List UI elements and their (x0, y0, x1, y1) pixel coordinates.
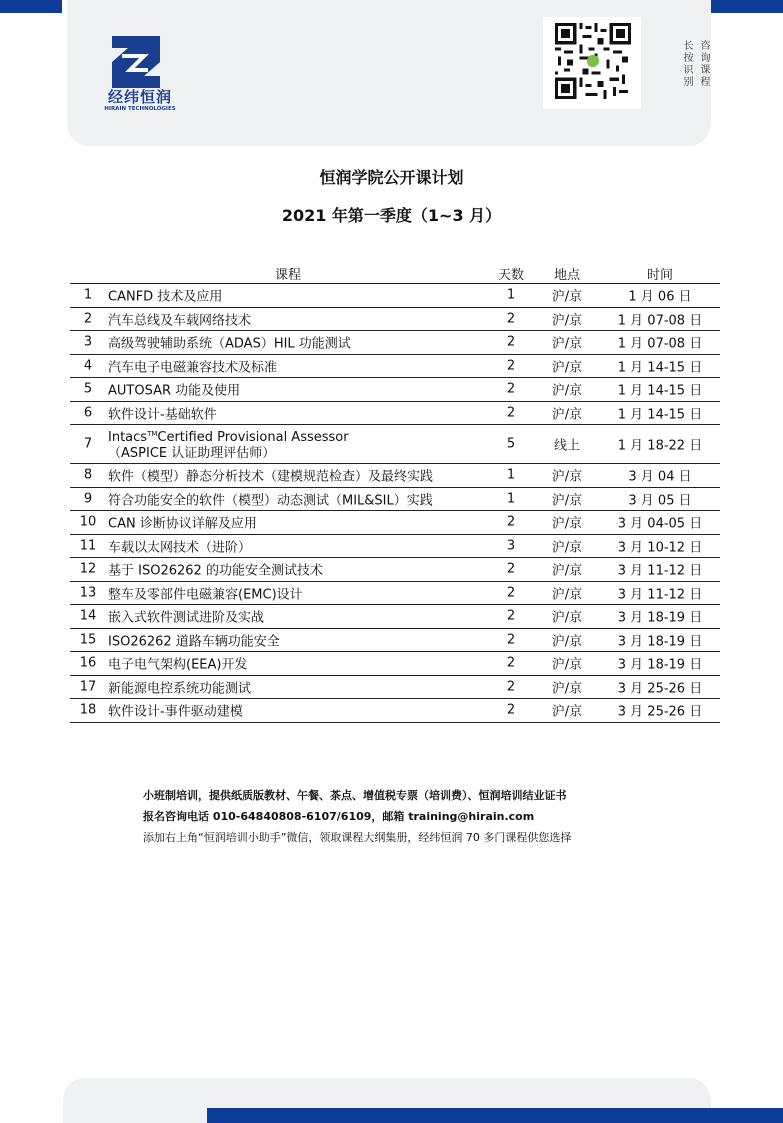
row-days: 5 (506, 436, 516, 452)
row-index: 16 (79, 655, 97, 671)
row-days: 2 (506, 585, 516, 601)
table-row (70, 308, 720, 332)
row-course: CANFD 技术及应用 (108, 289, 223, 305)
row-location: 沪/京 (551, 540, 583, 556)
row-days: 2 (506, 311, 516, 327)
row-location: 沪/京 (551, 469, 583, 485)
row-location: 沪/京 (551, 289, 583, 305)
row-course: 新能源电控系统功能测试 (108, 681, 252, 697)
logo-text-cn: 经纬恒润 (107, 88, 172, 106)
row-location: 沪/京 (551, 407, 583, 423)
course-line-2: （ASPICE 认证助理评估师） (108, 446, 276, 462)
row-index: 1 (83, 287, 93, 303)
table-row (70, 488, 720, 512)
row-location: 沪/京 (551, 336, 583, 352)
row-location: 沪/京 (551, 610, 583, 626)
row-time: 3 月 25-26 日 (617, 681, 703, 697)
table-row (70, 464, 720, 488)
table-row (70, 378, 720, 402)
row-time: 3 月 11-12 日 (617, 587, 703, 603)
header-course: 课程 (275, 268, 302, 283)
table-row (70, 402, 720, 426)
row-index: 4 (83, 358, 93, 374)
course-line-1b: Certified Provisional Assessor (157, 430, 349, 446)
row-course: 软件（模型）静态分析技术（建模规范检查）及最终实践 (108, 469, 434, 485)
row-course: 汽车总线及车载网络技术 (108, 313, 252, 329)
row-index: 6 (83, 405, 93, 421)
row-index: 12 (79, 561, 97, 577)
table-row (70, 535, 720, 559)
row-location: 沪/京 (551, 704, 583, 720)
table-row (70, 652, 720, 676)
row-course: 车载以太网技术（进阶） (108, 540, 252, 556)
row-days: 2 (506, 655, 516, 671)
table-row (70, 676, 720, 700)
row-course: 电子电气架构(EEA)开发 (108, 657, 248, 673)
footer-contact: 报名咨询电话 010-64840808-6107/6109，邮箱 training@hirain.com (143, 810, 535, 823)
row-days: 2 (506, 405, 516, 421)
header-time: 时间 (646, 268, 673, 283)
row-time: 1 月 06 日 (628, 289, 692, 305)
row-index: 13 (79, 585, 97, 601)
table-row (70, 355, 720, 379)
row-index: 14 (79, 608, 97, 624)
row-time: 3 月 04-05 日 (617, 516, 703, 532)
row-time: 3 月 05 日 (628, 493, 692, 509)
row-location: 沪/京 (551, 634, 583, 650)
row-days: 2 (506, 334, 516, 350)
row-time: 1 月 07-08 日 (617, 336, 703, 352)
row-index: 18 (79, 702, 97, 718)
course-line-1a: Intacs (108, 430, 148, 446)
row-course: 符合功能安全的软件（模型）动态测试（MIL&SIL）实践 (108, 493, 433, 509)
row-time: 3 月 18-19 日 (617, 610, 703, 626)
row-days: 2 (506, 702, 516, 718)
footer-wechat-note: 添加右上角“恒润培训小助手”微信，领取课程大纲集册，经纬恒润 70 多门课程供您选择 (143, 831, 572, 844)
row-days: 2 (506, 679, 516, 695)
row-index: 15 (79, 632, 97, 648)
side-note-consult: 咨询课程 (698, 40, 709, 88)
table-row (70, 629, 720, 653)
row-course: 嵌入式软件测试进阶及实战 (108, 610, 265, 626)
row-time: 1 月 14-15 日 (617, 360, 703, 376)
row-location: 沪/京 (551, 383, 583, 399)
row-index: 5 (83, 381, 93, 397)
row-time: 1 月 18-22 日 (617, 438, 703, 454)
table-row (70, 558, 720, 582)
page-title: 恒润学院公开课计划 (319, 168, 464, 187)
row-time: 3 月 25-26 日 (617, 704, 703, 720)
row-time: 3 月 04 日 (628, 469, 692, 485)
row-course: ISO26262 道路车辆功能安全 (108, 634, 280, 650)
side-note-scan: 长按识别 (681, 40, 692, 88)
row-course: AUTOSAR 功能及使用 (108, 383, 241, 399)
row-course: 基于 ISO26262 的功能安全测试技术 (108, 563, 323, 579)
table-row (70, 605, 720, 629)
row-days: 2 (506, 608, 516, 624)
row-days: 1 (506, 467, 516, 483)
row-time: 3 月 11-12 日 (617, 563, 703, 579)
row-index: 7 (83, 436, 93, 452)
course-table (70, 262, 720, 723)
table-row (70, 331, 720, 355)
row-time: 1 月 14-15 日 (617, 407, 703, 423)
row-time: 3 月 18-19 日 (617, 634, 703, 650)
row-location: 沪/京 (551, 563, 583, 579)
table-row (70, 699, 720, 723)
row-days: 2 (506, 514, 516, 530)
trademark-mark: TM (147, 429, 158, 438)
bottom-band (207, 1108, 783, 1123)
row-days: 2 (506, 381, 516, 397)
row-index: 17 (79, 679, 97, 695)
row-location: 沪/京 (551, 360, 583, 376)
footer-offer-note: 小班制培训，提供纸质版教材、午餐、茶点、增值税专票（培训费）、恒润培训结业证书 (143, 789, 567, 802)
row-index: 9 (83, 491, 93, 507)
table-row (70, 511, 720, 535)
row-location: 沪/京 (551, 681, 583, 697)
row-course: CAN 诊断协议详解及应用 (108, 516, 257, 532)
table-header (70, 262, 720, 284)
row-location: 沪/京 (551, 587, 583, 603)
row-index: 2 (83, 311, 93, 327)
row-course: 汽车电子电磁兼容技术及标准 (108, 360, 278, 376)
row-location: 沪/京 (551, 516, 583, 532)
row-days: 1 (506, 491, 516, 507)
row-course: 软件设计-事件驱动建模 (108, 704, 243, 720)
table-row (70, 284, 720, 308)
row-location: 线上 (553, 438, 580, 454)
row-days: 2 (506, 561, 516, 577)
row-days: 3 (506, 538, 516, 554)
course-line-1 (108, 426, 349, 446)
row-course (108, 426, 349, 462)
page-subtitle: 2021 年第一季度（1~3 月） (281, 206, 502, 225)
table-row (70, 582, 720, 606)
header-days: 天数 (497, 268, 524, 283)
row-days: 1 (506, 287, 516, 303)
row-time: 3 月 10-12 日 (617, 540, 703, 556)
row-index: 3 (83, 334, 93, 350)
row-index: 10 (79, 514, 97, 530)
row-course: 软件设计-基础软件 (108, 407, 217, 423)
header-location: 地点 (553, 268, 580, 283)
qr-code-icon (555, 23, 631, 99)
row-time: 1 月 07-08 日 (617, 313, 703, 329)
row-index: 11 (79, 538, 97, 554)
row-location: 沪/京 (551, 493, 583, 509)
row-time: 3 月 18-19 日 (617, 657, 703, 673)
top-band-left (0, 0, 62, 13)
row-time: 1 月 14-15 日 (617, 383, 703, 399)
row-days: 2 (506, 632, 516, 648)
row-course: 高级驾驶辅助系统（ADAS）HIL 功能测试 (108, 336, 351, 352)
row-location: 沪/京 (551, 657, 583, 673)
row-days: 2 (506, 358, 516, 374)
table-row (70, 425, 720, 464)
row-location: 沪/京 (551, 313, 583, 329)
row-course: 整车及零部件电磁兼容(EMC)设计 (108, 587, 303, 603)
row-index: 8 (83, 467, 93, 483)
logo-text-en: HIRAIN TECHNOLOGIES (104, 106, 176, 112)
